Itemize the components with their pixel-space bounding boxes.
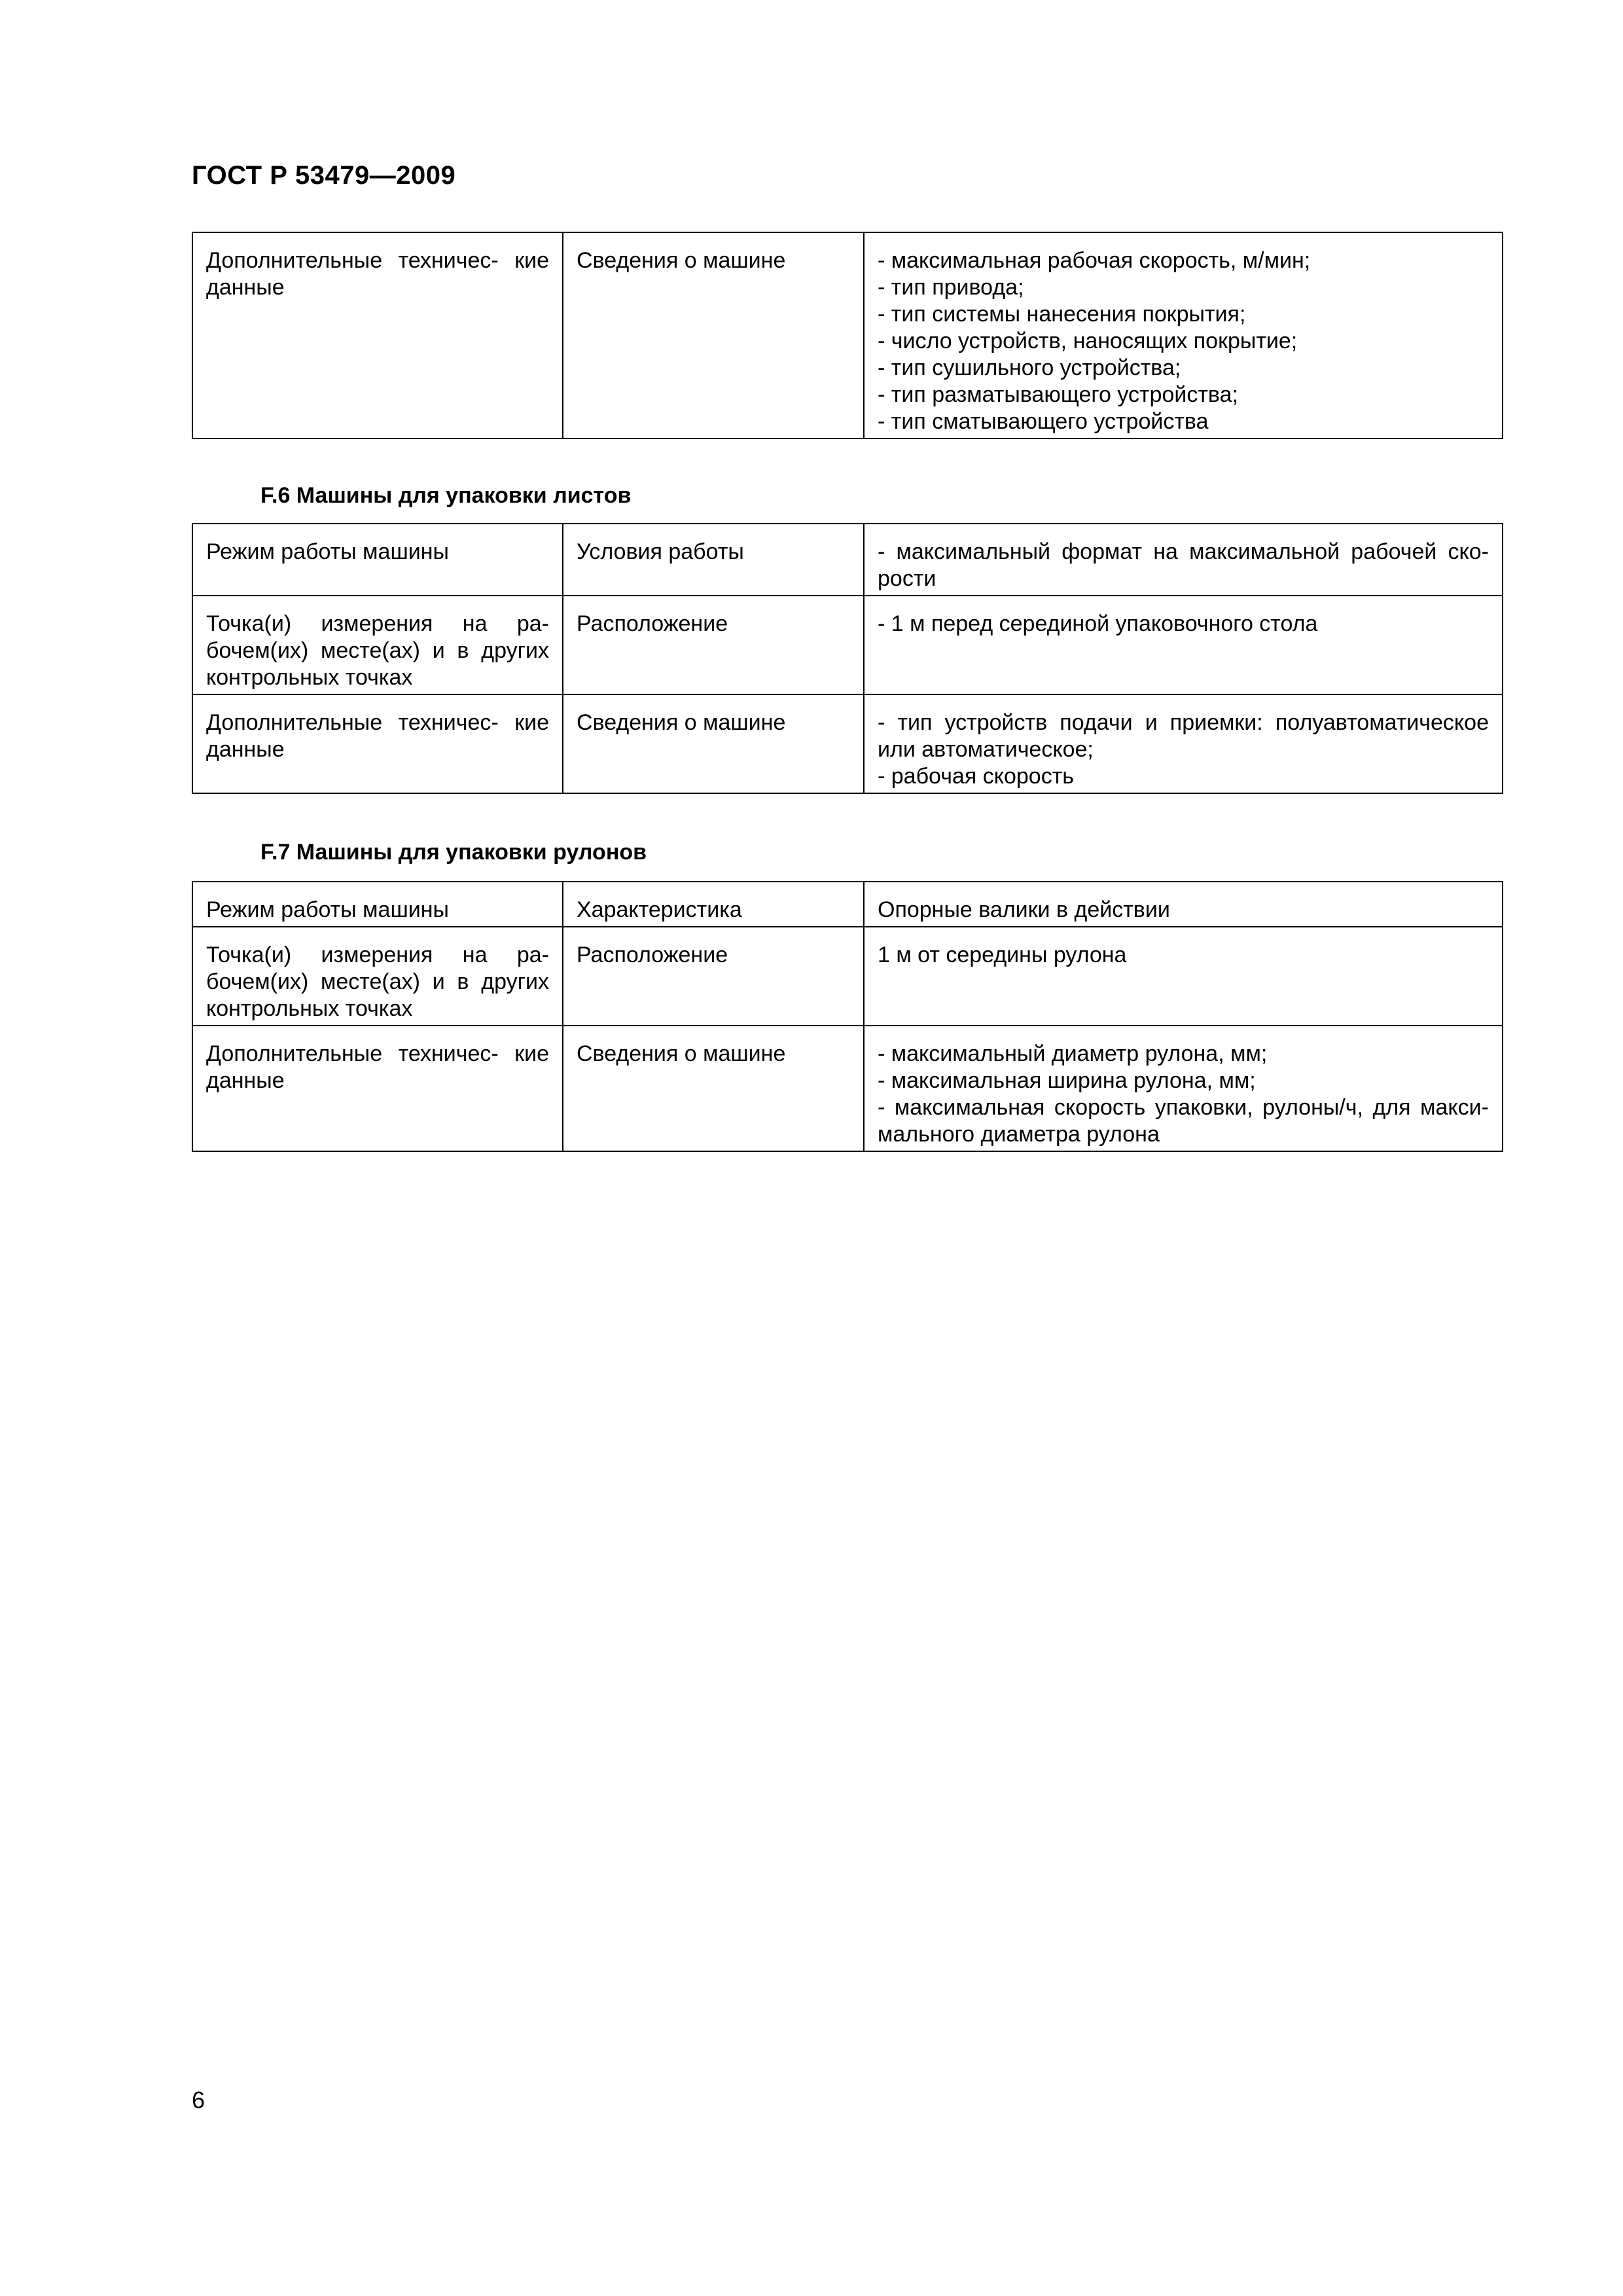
detail-line: - тип разматывающего устройства;: [878, 382, 1238, 407]
table-cell-details: [864, 596, 1503, 694]
detail-line: - тип системы нанесения покрытия;: [878, 302, 1246, 327]
detail-line: - максимальный диаметр рулона, мм;: [878, 1041, 1268, 1066]
detail-line: - тип устройств подачи и приемки: полуавтоматическое или автоматическое;: [878, 710, 1489, 762]
table-cell-details: [864, 524, 1503, 596]
table-cell-parameter: Режим работы машины: [192, 882, 563, 927]
table-row: [192, 596, 1503, 694]
table-cell-details: [864, 694, 1503, 793]
table-row: [192, 927, 1503, 1026]
table-top: [192, 232, 1503, 439]
table-cell-parameter: Дополнительные техничес- кие данные: [192, 232, 563, 439]
detail-line: - число устройств, наносящих покрытие;: [878, 329, 1298, 353]
section-title-f7: F.7 Машины для упаковки рулонов: [260, 840, 647, 865]
detail-line: - максимальная ширина рулона, мм;: [878, 1068, 1256, 1093]
table-cell-category: Расположение: [563, 927, 864, 1026]
table-cell-category: Сведения о машине: [563, 1026, 864, 1151]
table-cell-details: [864, 882, 1503, 927]
detail-line: - рабочая скорость: [878, 764, 1074, 789]
table-cell-category: Сведения о машине: [563, 232, 864, 439]
table-cell-parameter: Дополнительные техничес- кие данные: [192, 694, 563, 793]
detail-line: Опорные валики в действии: [878, 897, 1170, 922]
detail-line: - тип сматывающего устройства: [878, 409, 1209, 434]
table-cell-parameter: Режим работы машины: [192, 524, 563, 596]
detail-line: - тип привода;: [878, 275, 1024, 300]
detail-line: - тип сушильного устройства;: [878, 355, 1181, 380]
table-cell-category: Сведения о машине: [563, 694, 864, 793]
table-row: [192, 1026, 1503, 1151]
table-row: [192, 524, 1503, 596]
table-cell-details: [864, 1026, 1503, 1151]
table-cell-details: [864, 232, 1503, 439]
table-row: [192, 882, 1503, 927]
detail-line: - максимальный формат на максимальной рабочей ско- рости: [878, 539, 1489, 591]
table-cell-parameter: Точка(и) измерения на ра- бочем(их) месте(ах) и в других контрольных точках: [192, 927, 563, 1026]
document-header: ГОСТ Р 53479—2009: [192, 161, 456, 190]
table-row: [192, 694, 1503, 793]
section-title-f6: F.6 Машины для упаковки листов: [260, 483, 632, 508]
table-cell-parameter: Дополнительные техничес- кие данные: [192, 1026, 563, 1151]
detail-line: - максимальная скорость упаковки, рулоны/ч, для макси- мального диаметра рулона: [878, 1095, 1489, 1147]
detail-line: - 1 м перед серединой упаковочного стола: [878, 611, 1318, 636]
table-f7: [192, 881, 1503, 1152]
detail-line: 1 м от середины рулона: [878, 942, 1127, 967]
table-cell-category: Расположение: [563, 596, 864, 694]
table-f6: [192, 523, 1503, 794]
table-cell-category: Условия работы: [563, 524, 864, 596]
table-row: [192, 232, 1503, 439]
table-cell-parameter: Точка(и) измерения на ра- бочем(их) месте(ах) и в других контрольных точках: [192, 596, 563, 694]
table-cell-category: Характеристика: [563, 882, 864, 927]
page-number: 6: [192, 2087, 205, 2113]
detail-line: - максимальная рабочая скорость, м/мин;: [878, 248, 1311, 273]
table-cell-details: [864, 927, 1503, 1026]
